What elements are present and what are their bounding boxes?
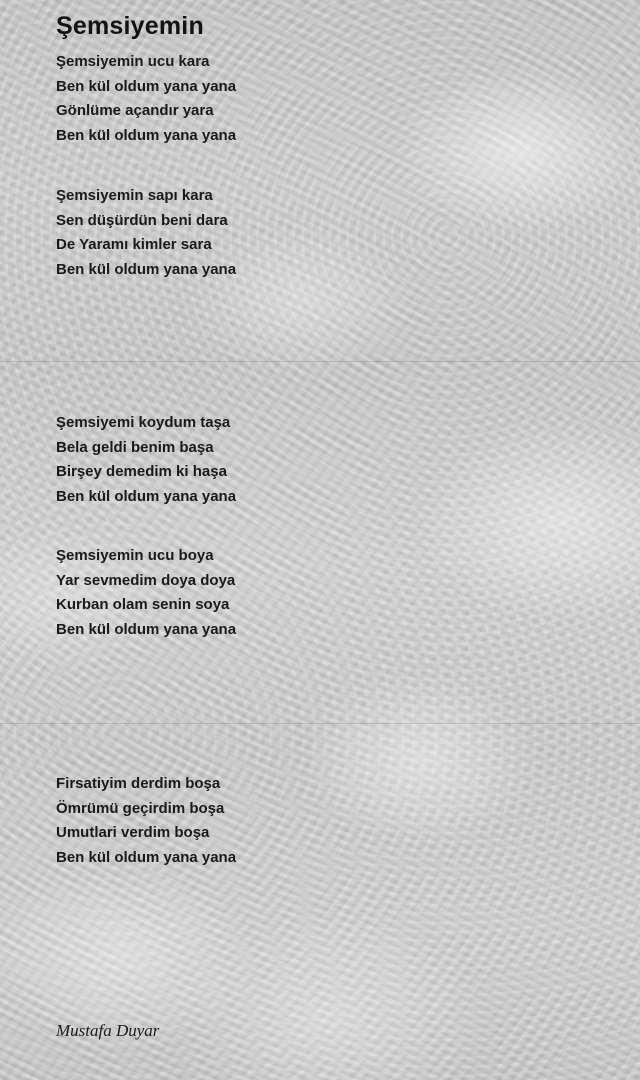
- poem-line: Şemsiyemin ucu boya: [56, 547, 214, 564]
- poem-line: Gönlüme açandır yara: [56, 102, 214, 119]
- poem-line: Firsatiyim derdim boşa: [56, 775, 221, 792]
- poem-stanza-2: [56, 184, 236, 282]
- poem-author: Mustafa Duyar: [56, 1021, 160, 1040]
- poem-stanza-3: [56, 411, 236, 509]
- poem-line: Ben kül oldum yana yana: [56, 126, 237, 144]
- poem-stanza-4: [56, 544, 236, 642]
- poem-line: Ben kül oldum yana yana: [56, 77, 237, 95]
- poem-line: Umutlari verdim boşa: [56, 824, 210, 841]
- poem-line: Şemsiyemin ucu kara: [56, 53, 210, 70]
- section-divider-1: [0, 361, 640, 362]
- poem-line: Sen düşürdün beni dara: [56, 211, 228, 229]
- section-divider-2: [0, 723, 640, 724]
- poem-line: Ben kül oldum yana yana: [56, 260, 237, 278]
- poem-line: De Yaramı kimler sara: [56, 236, 212, 253]
- poem-line: Ben kül oldum yana yana: [56, 487, 237, 505]
- poem-line: Şemsiyemin sapı kara: [56, 187, 213, 204]
- poem-line: Yar sevmedim doya doya: [56, 571, 236, 589]
- poem-stanza-1: [56, 50, 236, 148]
- poem-line: Şemsiyemi koydum taşa: [56, 414, 231, 431]
- poem-line: Bela geldi benim başa: [56, 438, 214, 456]
- poem-line: Ben kül oldum yana yana: [56, 620, 237, 638]
- poem-line: Ben kül oldum yana yana: [56, 848, 237, 866]
- poem-line: Ömrümü geçirdim boşa: [56, 799, 225, 817]
- poem-line: Kurban olam senin soya: [56, 596, 230, 613]
- poem-line: Birşey demedim ki haşa: [56, 463, 227, 480]
- page-title: Şemsiyemin: [56, 12, 204, 40]
- poem-stanza-5: [56, 772, 236, 870]
